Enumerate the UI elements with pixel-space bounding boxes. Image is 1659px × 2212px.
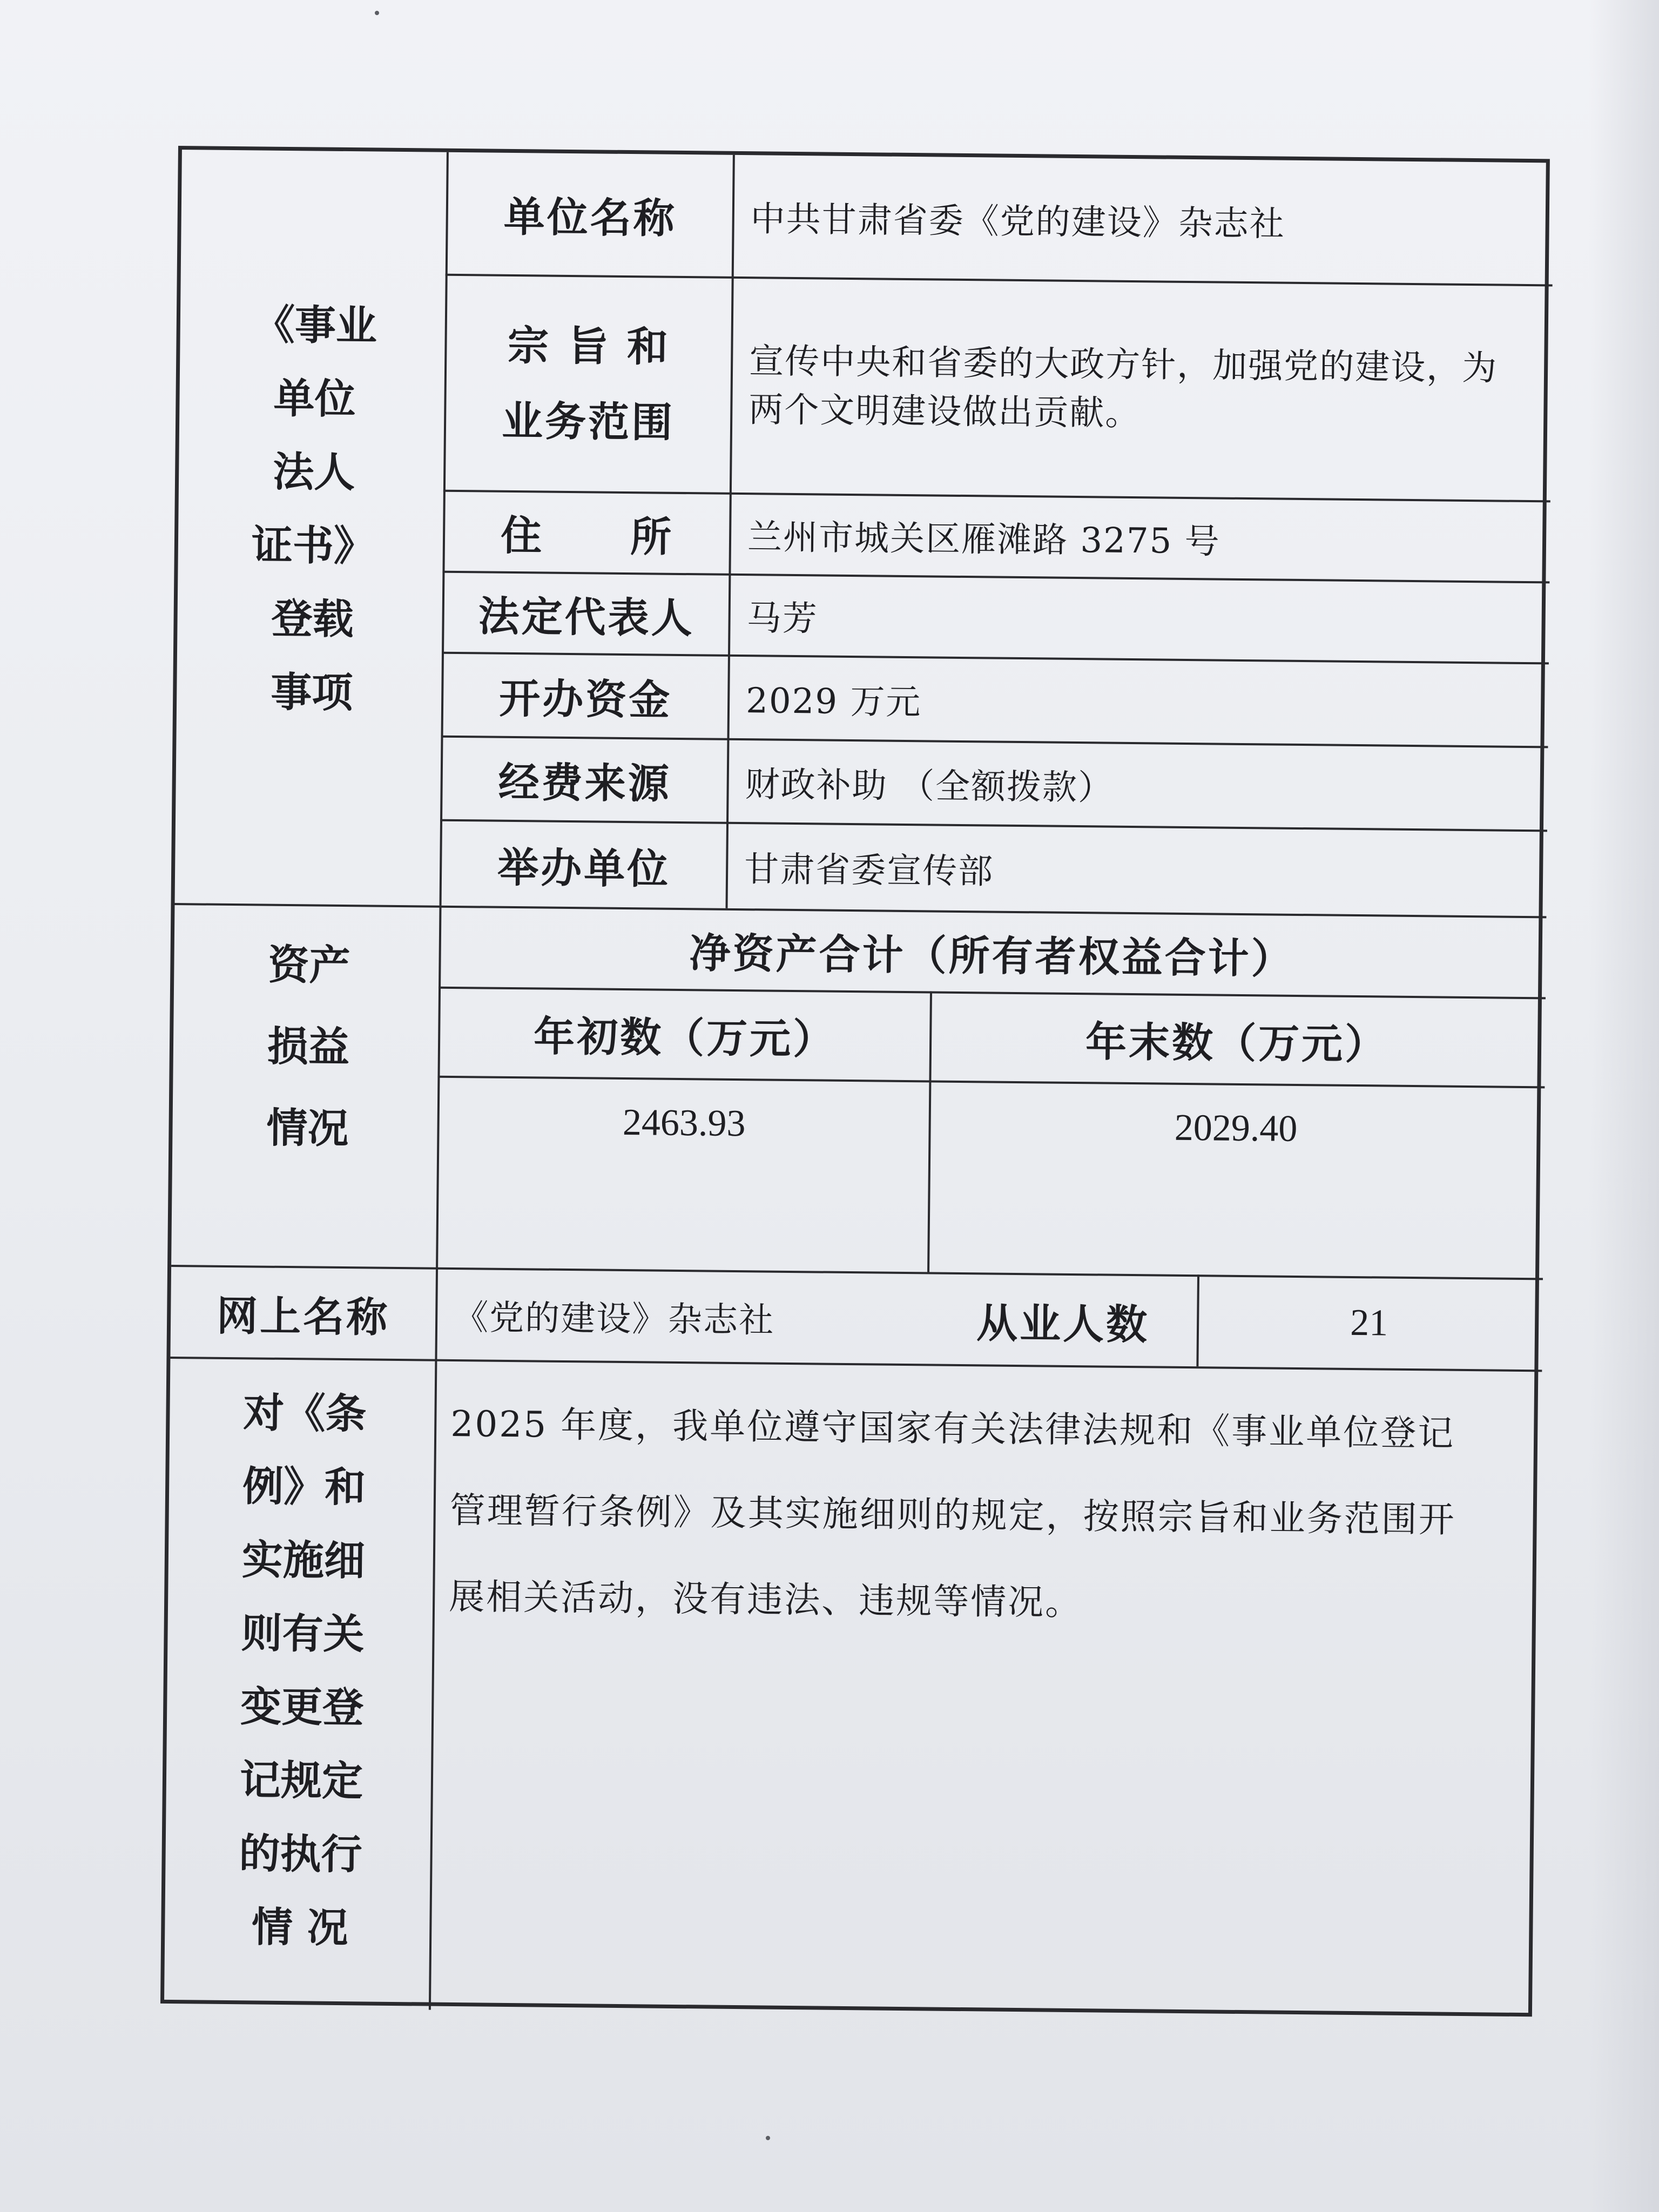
year-end-value: 2029.40: [1174, 1107, 1298, 1150]
staff-count-value: 21: [1350, 1301, 1388, 1344]
funding-source-label: 经费来源: [498, 758, 672, 808]
year-end-header: 年末数（万元）: [1085, 1017, 1388, 1069]
year-start-value: 2463.93: [622, 1101, 746, 1145]
compliance-line: 展相关活动，没有违法、违规等情况。: [448, 1575, 1083, 1624]
side-label-line: 资产: [268, 940, 350, 990]
purpose-label-line: 宗 旨 和: [507, 321, 671, 371]
registration-form-table: [160, 146, 1550, 2017]
side-label-line: 《事业: [253, 300, 377, 350]
sponsor-value: 甘肃省委宣传部: [744, 849, 994, 892]
unit-name-value: 中共甘肃省委《党的建设》杂志社: [750, 199, 1286, 245]
side-label-line: 情 况: [251, 1903, 349, 1952]
side-label-line: 变更登: [240, 1682, 364, 1732]
side-label-line: 损益: [267, 1022, 350, 1071]
online-name-value: 《党的建设》杂志社: [453, 1297, 775, 1341]
compliance-line: 2025 年度，我单位遵守国家有关法律法规和《事业单位登记: [450, 1402, 1455, 1454]
registration-side-label: [208, 300, 418, 747]
staff-count-label: 从业人数: [976, 1298, 1150, 1348]
startup-capital-label: 开办资金: [498, 674, 672, 724]
paper-speck: [375, 11, 379, 15]
side-label-line: 记规定: [239, 1756, 363, 1805]
assets-side-label: [194, 940, 423, 1182]
side-label-line: 法人: [272, 447, 355, 497]
net-assets-header: 净资产合计（所有者权益合计）: [689, 928, 1295, 983]
paper-speck: [766, 2136, 770, 2140]
scope-label-line: 业务范围: [501, 396, 675, 447]
online-name-label: 网上名称: [216, 1291, 390, 1341]
side-label-line: 例》和: [242, 1462, 366, 1512]
purpose-scope-label: [446, 276, 732, 493]
legal-rep-value: 马芳: [746, 598, 818, 639]
purpose-scope-value: 宣传中央和省委的大政方针，加强党的建设，为两个文明建设做出贡献。: [748, 341, 1498, 434]
address-value: 兰州市城关区雁滩路 3275 号: [747, 517, 1220, 562]
sponsor-label: 举办单位: [497, 843, 671, 893]
funding-source-value: 财政补助 （全额拨款）: [745, 764, 1114, 808]
side-label-line: 的执行: [239, 1829, 363, 1879]
year-start-header: 年初数（万元）: [533, 1012, 837, 1063]
side-label-line: 则有关: [241, 1609, 365, 1658]
legal-rep-label: 法定代表人: [478, 591, 695, 642]
side-label-line: 单位: [273, 374, 356, 423]
side-label-line: 对《条: [243, 1388, 367, 1438]
next-sheet-edge: [1589, 0, 1659, 2212]
startup-capital-value: 2029 万元: [745, 680, 922, 723]
compliance-statement: [448, 1381, 1531, 1650]
compliance-side-label: [180, 1388, 423, 1981]
side-label-line: 登载: [271, 594, 354, 644]
unit-name-label: 单位名称: [503, 192, 677, 242]
side-label-line: 事项: [270, 667, 353, 717]
address-label: 住 所: [500, 511, 674, 561]
side-label-line: 实施细: [241, 1535, 366, 1585]
side-label-line: 证书》: [251, 521, 375, 570]
side-label-line: 情况: [266, 1103, 349, 1153]
compliance-line: 管理暂行条例》及其实施细则的规定，按照宗旨和业务范围开: [449, 1489, 1456, 1541]
